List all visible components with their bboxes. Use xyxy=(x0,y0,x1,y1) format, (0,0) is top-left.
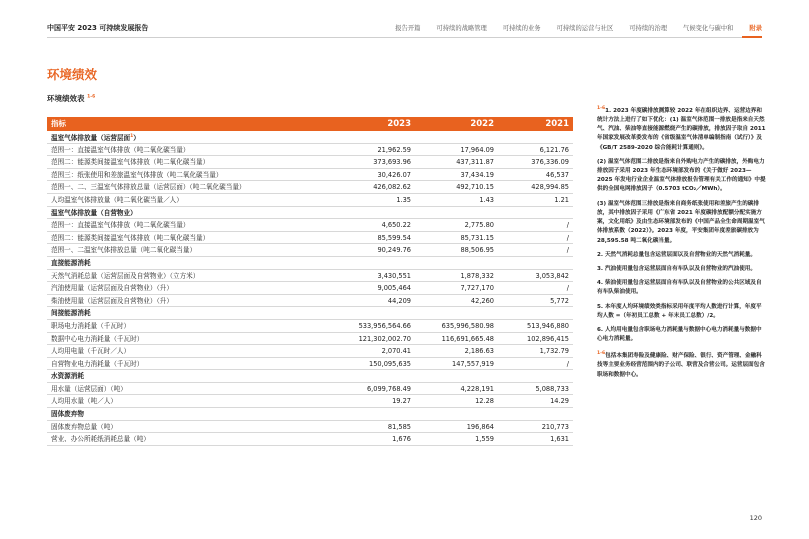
row-label xyxy=(51,207,137,219)
row-label-text: 固体废弃物总量（吨） xyxy=(51,422,117,431)
value-2022: 196,864 xyxy=(466,422,494,431)
row-label-text: 范围二：能源类间接温室气体排放（吨二氧化碳当量） xyxy=(51,233,210,242)
nav-item-climate[interactable]: 气候变化与碳中和 xyxy=(683,25,734,32)
row-label xyxy=(51,156,209,168)
value-2021: / xyxy=(566,221,569,230)
table-row xyxy=(47,345,573,358)
table-row xyxy=(47,144,573,157)
table-title-sup: 1-6 xyxy=(87,94,96,100)
value-2023: 19.27 xyxy=(392,397,411,406)
row-label xyxy=(51,408,84,420)
nav-item-operations[interactable]: 可持续的运营与社区 xyxy=(556,25,614,32)
value-2021: 1,631 xyxy=(550,435,569,444)
row-label xyxy=(51,181,246,193)
nav-item-appendix[interactable]: 附录 xyxy=(749,25,762,32)
row-label-text: 柴油使用量（运营层面及自营物业）（升） xyxy=(51,296,173,305)
row-label xyxy=(51,333,143,345)
value-2023: 121,302,002.70 xyxy=(358,334,411,343)
row-label xyxy=(51,144,189,156)
value-2022: 2,186.63 xyxy=(464,347,494,356)
row-label-text: 温室气体排放量（运营层面 xyxy=(51,134,131,143)
value-2021: 3,053,842 xyxy=(535,271,569,280)
table-row xyxy=(47,181,573,194)
value-2022: 116,691,665.48 xyxy=(441,334,494,343)
row-label-text: 天然气消耗总量（运营层面及自营物业）（立方米） xyxy=(51,271,200,280)
row-label-text: 间接能源消耗 xyxy=(51,309,91,318)
footnote xyxy=(597,349,767,379)
value-2023: 21,962.59 xyxy=(377,145,411,154)
table-row xyxy=(47,194,573,207)
environmental-performance-table xyxy=(47,117,573,446)
top-nav xyxy=(395,23,762,32)
value-2023: 150,095,635 xyxy=(369,359,411,368)
value-2023: 9,005,464 xyxy=(377,284,411,293)
row-label-text: 人均用电量（千瓦时／人） xyxy=(51,347,131,356)
header-2023: 2023 xyxy=(387,119,411,129)
row-label xyxy=(51,169,222,181)
row-label-text: 人均用水量（吨／人） xyxy=(51,397,117,406)
row-label-text: 水资源消耗 xyxy=(51,372,84,381)
value-2021: 1,732.79 xyxy=(539,347,569,356)
value-2022: 37,434.19 xyxy=(460,170,494,179)
value-2022: 4,228,191 xyxy=(460,384,494,393)
value-2023: 85,599.54 xyxy=(377,233,411,242)
row-label-sup: 1 xyxy=(130,134,134,139)
footnote xyxy=(597,326,767,344)
table-row xyxy=(47,333,573,346)
value-2023: 30,426.07 xyxy=(377,170,411,179)
table-category-row xyxy=(47,257,573,270)
table-title-text: 环境绩效表 xyxy=(47,94,85,103)
nav-item-business[interactable]: 可持续的业务 xyxy=(502,25,541,32)
footnote-text: 1. 2023 年度碳排放测算较 2022 年在组织边界、运营边界和统计方法上进行了如下优化：(1) 温室气体范围一排放是指来自天然气、汽油、柴油等直接能源燃烧产生的碳排放，排放因子取自 2011 年国家发展改革委发布的《省级温室气体清单编制指南（试行）》及《GB/T 2589-2020 综合能耗计算通则》。 xyxy=(597,107,766,151)
row-label xyxy=(51,194,183,206)
nav-active-indicator xyxy=(742,36,762,38)
table-category-row xyxy=(47,370,573,383)
value-2022: 85,731.15 xyxy=(460,233,494,242)
value-2023: 373,693.96 xyxy=(373,158,411,167)
value-2023: 3,430,551 xyxy=(377,271,411,280)
row-label xyxy=(51,270,199,282)
value-2022: 1.43 xyxy=(479,195,494,204)
footnote xyxy=(597,158,767,195)
value-2021: 1.21 xyxy=(554,195,569,204)
row-label xyxy=(51,232,209,244)
value-2021: / xyxy=(566,246,569,255)
footnote-text: 2. 天然气消耗总量包含运营层面以及自营物业的天然气消耗量。 xyxy=(597,251,756,258)
footnote xyxy=(597,251,767,260)
table-category-row xyxy=(47,131,573,144)
value-2023: 6,099,768.49 xyxy=(366,384,411,393)
row-label-text: 用水量（运营层面）（吨） xyxy=(51,384,127,393)
footnotes xyxy=(597,104,767,385)
table-row xyxy=(47,282,573,295)
footnote-sup: 1-6 xyxy=(597,106,606,111)
page-number: 120 xyxy=(749,514,762,522)
value-2021: 376,336.09 xyxy=(531,158,569,167)
value-2022: 12.28 xyxy=(475,397,494,406)
table-category-row xyxy=(47,408,573,421)
table-row xyxy=(47,270,573,283)
footnote-text: 5. 本年度人均环境绩效类指标采用年度平均人数进行计算，年度平均人数 =（年初员工总数 + 年末员工总数）/2。 xyxy=(597,303,762,319)
table-row xyxy=(47,433,573,446)
value-2022: 2,775.80 xyxy=(464,221,494,230)
row-label-text: 汽油使用量（运营层面及自营物业）（升） xyxy=(51,284,173,293)
footnote-text: (3) 温室气体范围三排放是指来自商务纸张使用和差旅产生的碳排放，其中排放因子采用《广东省 2021 年度碳排放配额分配实施方案，文化用纸》及由生态环境部发布的《中国产品全生命周期温室气体排放系数（2022）》。2023 年度，平安集团年度差旅碳排放为 28,595.58 吨二氧化碳当量。 xyxy=(597,200,765,244)
report-title: 中国平安 2023 可持续发展报告 xyxy=(47,24,149,32)
value-2022: 1,878,332 xyxy=(460,271,494,280)
value-2023: 1,676 xyxy=(392,435,411,444)
row-label-text: 范围一：直接温室气体排放（吨二氧化碳当量） xyxy=(51,145,190,154)
row-label-text: 范围一：直接温室气体排放（吨二氧化碳当量） xyxy=(51,221,190,230)
row-label-text: 范围二：能源类间接温室气体排放（吨二氧化碳当量） xyxy=(51,158,210,167)
footnote-text: 4. 柴油使用量包含运营层面自有车队以及自营物业的公共区域及自有车队柴油使用。 xyxy=(597,280,762,296)
value-2021: 102,896,415 xyxy=(527,334,569,343)
value-2023: 44,209 xyxy=(387,296,411,305)
table-row xyxy=(47,421,573,434)
row-label-text: 数据中心电力消耗量（千瓦时） xyxy=(51,334,144,343)
footnote xyxy=(597,265,767,274)
row-label xyxy=(51,383,127,395)
row-label xyxy=(51,395,117,407)
value-2022: 635,996,580.98 xyxy=(441,321,494,330)
value-2021: 5,772 xyxy=(550,296,569,305)
footnote xyxy=(597,104,767,153)
value-2022: 437,311.87 xyxy=(456,158,494,167)
table-row xyxy=(47,169,573,182)
footnote xyxy=(597,279,767,297)
value-2022: 88,506.95 xyxy=(460,246,494,255)
table-title xyxy=(47,93,95,104)
row-label xyxy=(51,421,117,433)
value-2022: 147,557,919 xyxy=(452,359,494,368)
section-title: 环境绩效 xyxy=(47,67,98,82)
table-row xyxy=(47,320,573,333)
row-label xyxy=(51,345,130,357)
row-label xyxy=(51,257,91,269)
row-label xyxy=(51,282,173,294)
row-label xyxy=(51,131,140,144)
row-label xyxy=(51,370,84,382)
value-2021: 46,537 xyxy=(545,170,569,179)
row-label-text: 范围三：纸张使用和差旅温室气体排放（吨二氧化碳当量） xyxy=(51,170,223,179)
value-2023: 533,956,564.66 xyxy=(358,321,411,330)
value-2021: / xyxy=(566,233,569,242)
row-label xyxy=(51,320,130,332)
table-row xyxy=(47,232,573,245)
value-2023: 81,585 xyxy=(387,422,411,431)
header-2021: 2021 xyxy=(545,119,569,129)
header-2022: 2022 xyxy=(470,119,494,129)
value-2022: 492,710.15 xyxy=(456,183,494,192)
nav-divider xyxy=(47,37,762,38)
footnote-sup: 1-6 xyxy=(597,351,606,357)
value-2021: 5,088,733 xyxy=(535,384,569,393)
value-2023: 426,082.62 xyxy=(373,183,411,192)
footnote-text: 包括本集团寿险及健康险、财产保险、银行、资产管理、金融科技等主要业务经营范围内的子公司、联营及合营公司。运营层面包含职场和数据中心。 xyxy=(597,353,765,378)
value-2023: 1.35 xyxy=(396,195,411,204)
row-label xyxy=(51,307,91,319)
row-label-text: 范围一、二、三温室气体排放总量（运营层面）（吨二氧化碳当量） xyxy=(51,183,246,192)
value-2021: 210,773 xyxy=(541,422,569,431)
row-label-tail: ） xyxy=(133,134,140,143)
value-2023: 4,650.22 xyxy=(381,221,411,230)
row-label-text: 自营物业电力消耗量（千瓦时） xyxy=(51,359,144,368)
table-row xyxy=(47,383,573,396)
table-row xyxy=(47,244,573,257)
row-label-text: 职场电力消耗量（千瓦时） xyxy=(51,321,131,330)
row-label xyxy=(51,295,173,307)
value-2022: 42,260 xyxy=(470,296,494,305)
footnote xyxy=(597,200,767,246)
row-label-text: 营业、办公所耗纸消耗总量（吨） xyxy=(51,435,150,444)
row-label-text: 直接能源消耗 xyxy=(51,258,91,267)
table-category-row xyxy=(47,207,573,220)
value-2021: 14.29 xyxy=(550,397,569,406)
footnote xyxy=(597,303,767,321)
footnote-text: 6. 人均用电量包含职场电力消耗量与数据中心电力消耗量与数据中心电力消耗量。 xyxy=(597,326,762,343)
footnote-text: 3. 汽油使用量包含运营层面自有车队以及自营物业的汽油使用。 xyxy=(597,265,756,272)
table-row xyxy=(47,395,573,408)
row-label xyxy=(51,433,150,445)
row-label-text: 温室气体排放量（自营物业） xyxy=(51,208,137,217)
value-2021: 513,946,880 xyxy=(527,321,569,330)
nav-item-strategy[interactable]: 可持续的战略管理 xyxy=(436,25,487,32)
row-label xyxy=(51,358,143,370)
nav-item-governance[interactable]: 可持续的治理 xyxy=(629,25,668,32)
footnote-text: (2) 温室气体范围二排放是指来自外购电力产生的碳排放，外购电力排放因子采用 2023 年生态环境部发布的《关于做好 2023—2025 年发电行业企业温室气体排放报告管理有关工作的通知》中提供的全国电网排放因子（0.5703 tCO₂／MWh）。 xyxy=(597,158,766,193)
value-2022: 17,964.09 xyxy=(460,145,494,154)
value-2021: / xyxy=(566,284,569,293)
row-label xyxy=(51,244,196,256)
table-row xyxy=(47,219,573,232)
table-header-row xyxy=(47,117,573,131)
value-2021: 6,121.76 xyxy=(539,145,569,154)
table-row xyxy=(47,358,573,371)
row-label-text: 人均温室气体排放量（吨二氧化碳当量／人） xyxy=(51,195,183,204)
value-2023: 2,070.41 xyxy=(381,347,411,356)
table-category-row xyxy=(47,307,573,320)
row-label xyxy=(51,219,189,231)
row-label-text: 固体废弃物 xyxy=(51,410,84,419)
value-2021: / xyxy=(566,359,569,368)
row-label-text: 范围一、二温室气体排放总量（吨二氧化碳当量） xyxy=(51,246,197,255)
value-2023: 90,249.76 xyxy=(377,246,411,255)
header-indicator: 指标 xyxy=(51,119,66,128)
table-row xyxy=(47,156,573,169)
nav-item-opening[interactable]: 报告开篇 xyxy=(395,25,421,32)
table-row xyxy=(47,295,573,308)
value-2022: 7,727,170 xyxy=(460,284,494,293)
value-2021: 428,994.85 xyxy=(531,183,569,192)
value-2022: 1,559 xyxy=(475,435,494,444)
